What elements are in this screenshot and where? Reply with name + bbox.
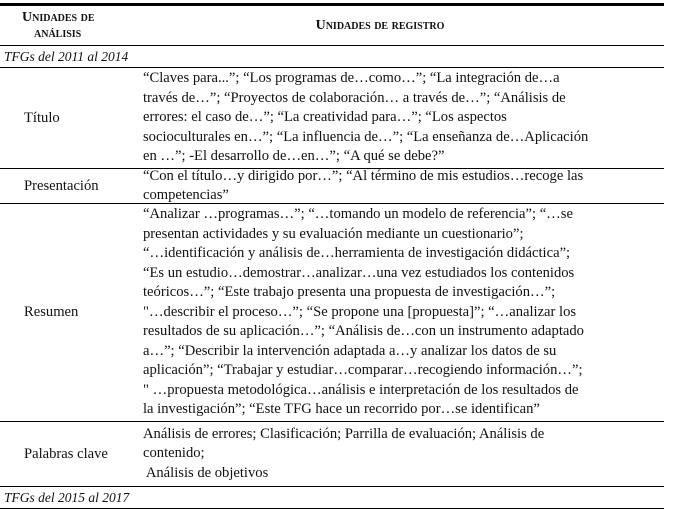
- section-row: TFGs del 2015 al 2017: [0, 487, 664, 509]
- record-line: “Con el título…y dirigido por…”; “Al término de mis estudios…recoge las: [143, 167, 584, 184]
- record-line: “Claves para...”; “Los programas de…como…”; “La integración de…a: [143, 70, 560, 87]
- record-line: Análisis de objetivos: [143, 464, 269, 481]
- record-line: aplicación”; “Trabajar y estudiar…comparar…recogiendo información…”;: [143, 362, 583, 379]
- table-row: [0, 68, 664, 169]
- header-units-of-record: Unidades de registro: [315, 17, 445, 33]
- record-line: " …propuesta metodológica…análisis e interpretación de los resultados de: [143, 381, 579, 398]
- header-line: Unidades de: [22, 9, 95, 25]
- record-line: “…identificación y análisis de…herramienta de investigación didáctica”;: [143, 245, 571, 262]
- record-line: teóricos…”; “Este trabajo presenta una propuesta de investigación…”;: [143, 284, 556, 301]
- record-line: contenido;: [143, 445, 205, 462]
- record-line: resultados de su aplicación…”; “Análisis de…con un instrumento adaptado: [143, 323, 584, 340]
- record-cell: [136, 425, 664, 484]
- table-row: [0, 422, 664, 487]
- header-units-of-analysis: [0, 10, 136, 42]
- table-row: [0, 169, 664, 204]
- record-line: a…”; “Describir la intervención adaptada a…y analizar los datos de su: [143, 342, 557, 359]
- record-line: “Analizar …programas…”; “…tomando un modelo de referencia”; “…se: [143, 206, 573, 223]
- unit-cell: Presentación: [24, 177, 99, 194]
- record-cell: [136, 69, 664, 167]
- record-line: presentan actividades y su evaluación mediante un cuestionario”;: [143, 225, 524, 242]
- header-line: análisis: [34, 25, 82, 41]
- unit-cell: Título: [24, 109, 60, 126]
- unit-cell: Palabras clave: [24, 445, 108, 462]
- record-line: errores: el caso de…”; “La creatividad para…”; “Los aspectos: [143, 109, 507, 126]
- record-line: través de…”; “Proyectos de colaboración… a través de…”; “Análisis de: [143, 89, 566, 106]
- record-cell: [136, 167, 664, 206]
- record-line: “Es un estudio…demostrar…analizar…una vez estudiados los contenidos: [143, 264, 575, 281]
- record-line: socioculturales en…”; “La influencia de…”; “La enseñanza de…Aplicación: [143, 128, 589, 145]
- record-line: Análisis de errores; Clasificación; Parrilla de evaluación; Análisis de: [143, 425, 545, 442]
- table-row: [0, 204, 664, 422]
- record-cell: [136, 205, 664, 420]
- record-line: "…describir el proceso…”; “Se propone una [propuesta]”; “…analizar los: [143, 303, 577, 320]
- record-line: la investigación”; “Este TFG hace un recorrido por…se identifican”: [143, 401, 540, 418]
- record-line: en …”; -El desarrollo de…en…”; “A qué se debe?”: [143, 148, 445, 165]
- record-line: competencias”: [143, 187, 229, 203]
- section-row: TFGs del 2011 al 2014: [0, 46, 664, 68]
- analysis-table: [0, 3, 664, 509]
- unit-cell: Resumen: [24, 304, 79, 320]
- table-header: [0, 6, 664, 46]
